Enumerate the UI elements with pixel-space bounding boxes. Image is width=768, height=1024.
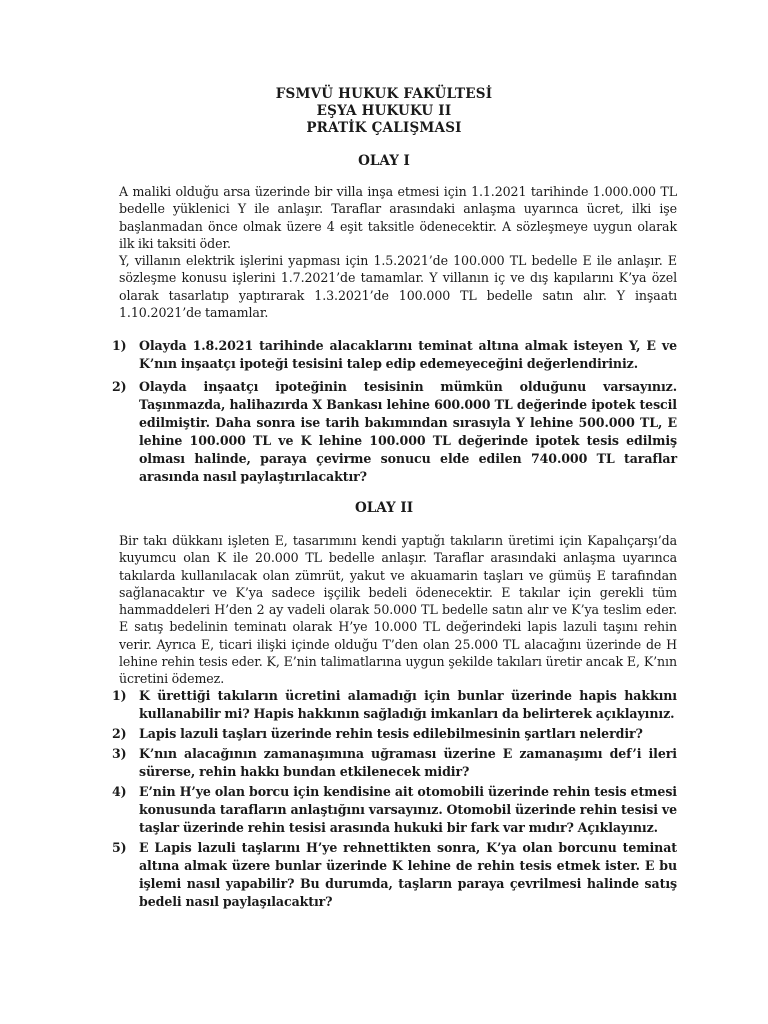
case-2-question-5 (112, 839, 677, 911)
question-text: Olayda inşaatçı ipoteğinin tesisinin mümkün olduğunu varsayınız. Taşınmazda, halihazırda X Bankası lehine 600.000 TL değerinde ipotek tescil edilmiştir. Daha sonra ise tarih bakımından sırasıyla Y lehine 500.000 TL, E lehine 100.000 TL ve K lehine 100.000 TL değerinde ipotek tesis edilmiş olması halinde, paraya çevirme sonucu elde edilen 740.000 TL taraflar arasında nasıl paylaştırılacaktır? (139, 379, 677, 484)
question-number: 1) (112, 688, 127, 703)
question-number: 3) (112, 746, 127, 761)
practice-title: PRATİK ÇALIŞMASI (306, 120, 462, 136)
question-text: K ürettiği takıların ücretini alamadığı için bunlar üzerinde hapis hakkını kullanabilir mi? Hapis hakkının sağladığı imkanları da belirterek açıklayınız. (139, 688, 677, 721)
case-1-heading: OLAY I (358, 153, 410, 169)
case-2-question-4 (112, 783, 677, 837)
case-2-heading: OLAY II (354, 500, 414, 516)
question-number: 4) (112, 784, 127, 799)
question-number: 1) (112, 338, 127, 353)
faculty-title: FSMVÜ HUKUK FAKÜLTESİ (275, 86, 493, 102)
case-1-question-2 (112, 378, 677, 486)
case-2-question-2 (112, 725, 677, 743)
question-text: Lapis lazuli taşları üzerinde rehin tesis edilebilmesinin şartları nelerdir? (139, 726, 643, 741)
case-1-paragraph-1: A maliki olduğu arsa üzerinde bir villa inşa etmesi için 1.1.2021 tarihinde 1.000.000 TL bedelle yüklenici Y ile anlaşır. Taraflar arasındaki anlaşma uyarınca ücret, ilki işe başlanmadan önce olmak üzere 4 eşit taksitle ödenecektir. A sözleşmeye uygun olarak ilk iki taksiti öder. (119, 184, 677, 251)
question-text: Olayda 1.8.2021 tarihinde alacaklarını teminat altına almak isteyen Y, E ve K’nın inşaatçı ipoteği tesisini talep edip edemeyeceğini değerlendiriniz. (139, 338, 677, 371)
question-number: 5) (112, 840, 127, 855)
case-1-questions (112, 337, 677, 491)
case-1-question-1 (112, 337, 677, 373)
question-text: E’nin H’ye olan borcu için kendisine ait otomobili üzerinde rehin tesis etmesi konusunda tarafların anlaştığını varsayınız. Otomobil üzerinde rehin tesisi ve taşlar üzerinde rehin tesisi arasında hukuki bir fark var mıdır? Açıklayınız. (139, 784, 677, 835)
course-title: EŞYA HUKUKU II (316, 103, 452, 119)
case-2-question-1 (112, 687, 677, 723)
question-text: K’nın alacağının zamanaşımına uğraması üzerine E zamanaşımı def’i ileri sürerse, rehin hakkı bundan etkilenecek midir? (139, 746, 677, 779)
case-2-paragraph-1: Bir takı dükkanı işleten E, tasarımını kendi yaptığı takıların üretimi için Kapalıçarşı’da kuyumcu olan K ile 20.000 TL bedelle anlaşır. Taraflar arasındaki anlaşma uyarınca takılarda kullanılacak olan zümrüt, yakut ve akuamarin taşları ve gümüş E tarafından sağlanacaktır ve K’ya sadece işçilik bedeli ödenecektir. E takılar için gerekli tüm hammaddeleri H’den 2 ay vadeli olarak 50.000 TL bedelle satın alır ve K’ya teslim eder. E satış bedelinin teminatı olarak H’ye 10.000 TL değerindeki lapis lazuli taşını rehin verir. Ayrıca E, ticari ilişki içinde olduğu T’den olan 25.000 TL alacağını üzerinde de H lehine rehin tesis eder. K, E’nin talimatlarına uygun şekilde takıları üretir ancak E, K’nın ücretini ödemez. (119, 533, 677, 687)
question-text: E Lapis lazuli taşlarını H’ye rehnettikten sonra, K’ya olan borcunu teminat altına almak üzere bunlar üzerinde K lehine de rehin tesis etmek ister. E bu işlemi nasıl yapabilir? Bu durumda, taşların paraya çevrilmesi halinde satış bedeli nasıl paylaşılacaktır? (139, 840, 677, 909)
question-number: 2) (112, 379, 127, 394)
case-2-question-3 (112, 745, 677, 781)
case-2-questions (112, 687, 677, 913)
case-1-paragraph-2: Y, villanın elektrik işlerini yapması için 1.5.2021’de 100.000 TL bedelle E ile anlaşır. E sözleşme konusu işlerini 1.7.2021’de tamamlar. Y villanın iç ve dış kapılarını K’ya özel olarak tasarlatıp yaptırarak 1.3.2021’de 100.000 TL bedelle satın alır. Y inşaatı 1.10.2021’de tamamlar. (119, 253, 677, 320)
question-number: 2) (112, 726, 127, 741)
document-title (0, 86, 768, 137)
